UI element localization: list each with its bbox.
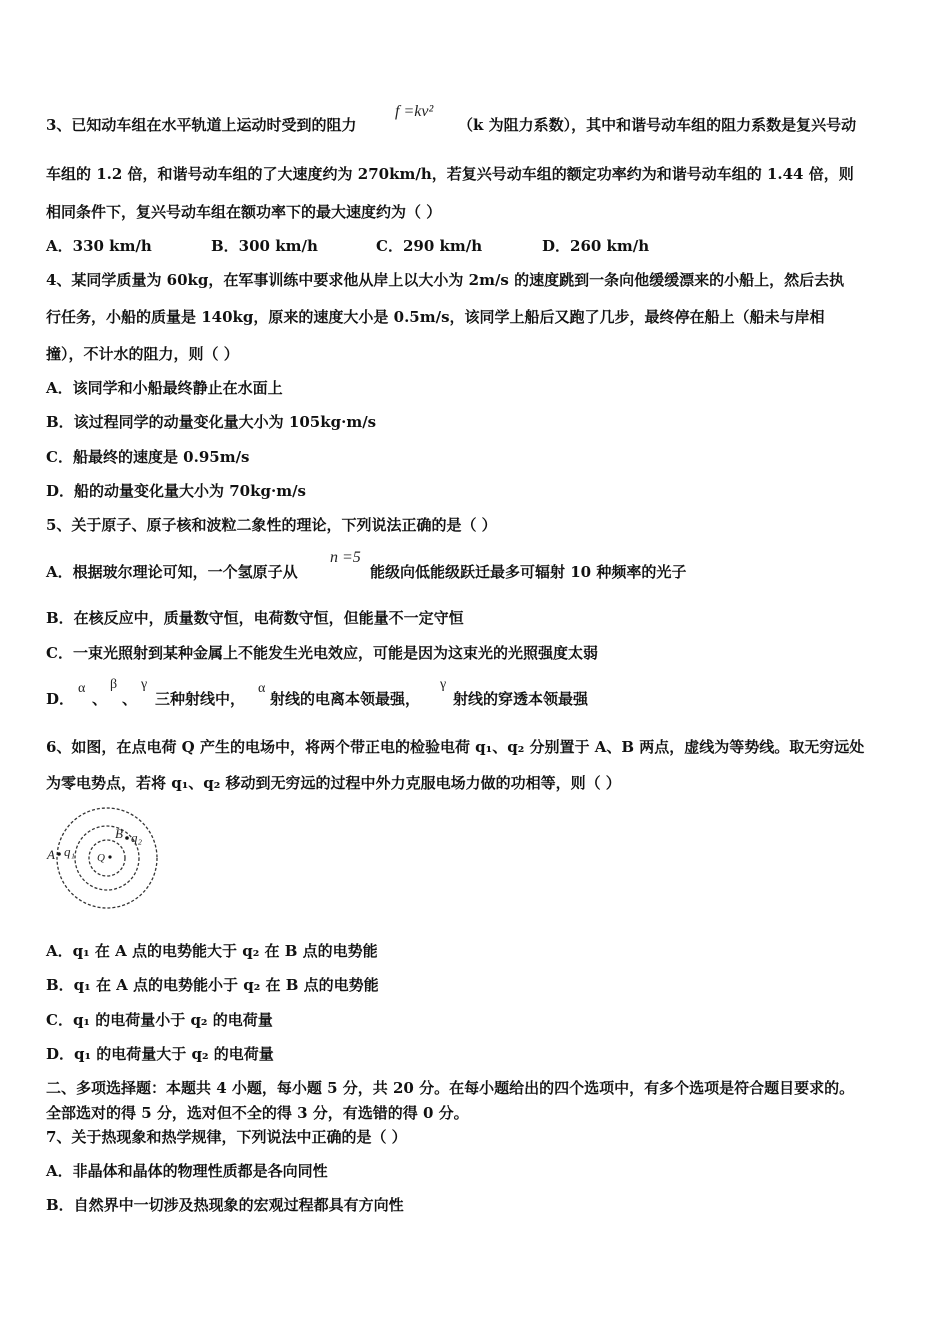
q3-option-b[interactable]: B．300 km/h (211, 237, 318, 255)
label-q2: q₂ (131, 830, 143, 845)
point-a (57, 852, 61, 856)
q5-formula: n =5 (330, 549, 361, 566)
beta-symbol: β (110, 677, 118, 692)
q5-option-d-end: 射线的穿透本领最强 (453, 690, 589, 708)
q5-option-a[interactable] (46, 562, 298, 582)
sep-2: 、 (122, 690, 138, 708)
q3-line1-text: 3、已知动车组在水平轨道上运动时受到的阻力 (46, 116, 357, 134)
q6-line2: 为零电势点，若将 q₁、q₂ 移动到无穷远的过程中外力克服电场力做的功相等，则（ ） (46, 774, 621, 792)
q3-option-d[interactable]: D．260 km/h (542, 237, 650, 255)
q6-option-d[interactable]: D．q₁ 的电荷量大于 q₂ 的电荷量 (46, 1045, 274, 1063)
equipotential-middle (75, 826, 139, 890)
label-q1: q₁ (64, 844, 76, 859)
q3-line2: 车组的 1.2 倍，和谐号动车组的了大速度约为 270km/h，若复兴号动车组的额定功率约为和谐号动车组的 1.44 倍，则 (46, 165, 854, 183)
q3-formula: f =kv² (395, 103, 434, 120)
q5-line1: 5、关于原子、原子核和波粒二象性的理论，下列说法正确的是（ ） (46, 516, 497, 534)
q5-option-a-pre: A．根据玻尔理论可知，一个氢原子从 (46, 563, 298, 581)
q4-line3: 撞），不计水的阻力，则（ ） (46, 345, 239, 363)
q7-line1: 7、关于热现象和热学规律，下列说法中正确的是（ ） (46, 1128, 407, 1146)
label-q: Q (97, 852, 105, 864)
q6-option-c[interactable]: C．q₁ 的电荷量小于 q₂ 的电荷量 (46, 1011, 273, 1029)
q7-option-a[interactable]: A．非晶体和晶体的物理性质都是各向同性 (46, 1162, 328, 1180)
q3-line1-tail (458, 115, 856, 135)
q3-option-a[interactable]: A．330 km/h (46, 237, 152, 255)
q4-option-d[interactable]: D．船的动量变化量大小为 70kg·m/s (46, 482, 307, 500)
q3-line1 (46, 115, 356, 135)
q3-line1-tail-text: （k 为阻力系数），其中和谐号动车组的阻力系数是复兴号动 (458, 116, 857, 134)
q4-line2: 行任务，小船的质量是 140kg，原来的速度大小是 0.5m/s，该同学上船后又跑了几步，最终停在船上（船未与岸相 (46, 308, 825, 326)
q6-option-a[interactable]: A．q₁ 在 A 点的电势能大于 q₂ 在 B 点的电势能 (46, 942, 378, 960)
q3-option-c[interactable]: C．290 km/h (376, 237, 483, 255)
equipotential-inner (89, 840, 125, 876)
gamma-symbol-2: γ (440, 677, 447, 692)
q4-line1: 4、某同学质量为 60kg，在军事训练中要求他从岸上以大小为 2m/s 的速度跳到一条向他缓缓漂来的小船上，然后去执 (46, 271, 845, 289)
gamma-symbol-1: γ (141, 677, 148, 692)
label-a: A (47, 847, 55, 862)
diagram-svg (44, 805, 184, 915)
q6-line1: 6、如图，在点电荷 Q 产生的电场中，将两个带正电的检验电荷 q₁、q₂ 分别置于 A、B 两点，虚线为等势线。取无穷远处 (46, 738, 865, 756)
q4-option-a[interactable]: A．该同学和小船最终静止在水面上 (46, 379, 283, 397)
q5-option-b[interactable]: B．在核反应中，质量数守恒，电荷数守恒，但能量不一定守恒 (46, 609, 464, 627)
section2-line1: 二、多项选择题：本题共 4 小题，每小题 5 分，共 20 分。在每小题给出的四个选项中，有多个选项是符合题目要求的。 (46, 1079, 855, 1097)
q3-line3: 相同条件下，复兴号动车组在额功率下的最大速度约为（ ） (46, 203, 442, 221)
label-b: B (115, 826, 123, 841)
q5-option-a-post: 能级向低能级跃迁最多可辐射 10 种频率的光子 (370, 563, 687, 581)
q5-option-c[interactable]: C．一束光照射到某种金属上不能发生光电效应，可能是因为这束光的光照强度太弱 (46, 644, 598, 662)
equipotential-diagram (44, 805, 184, 919)
q4-option-c[interactable]: C．船最终的速度是 0.95m/s (46, 448, 250, 466)
sep-1: 、 (92, 690, 108, 708)
q5-option-d-mid: 三种射线中， (155, 690, 246, 708)
alpha-symbol-2: α (258, 681, 266, 696)
charge-q-point (108, 855, 111, 858)
point-b (125, 836, 129, 840)
alpha-symbol-1: α (78, 681, 86, 696)
q5-option-d[interactable] (46, 689, 74, 709)
q7-option-b[interactable]: B．自然界中一切涉及热现象的宏观过程都具有方向性 (46, 1196, 404, 1214)
q6-option-b[interactable]: B．q₁ 在 A 点的电势能小于 q₂ 在 B 点的电势能 (46, 976, 379, 994)
q5-option-d-mid2: 射线的电离本领最强， (270, 690, 421, 708)
section2-line2: 全部选对的得 5 分，选对但不全的得 3 分，有选错的得 0 分。 (46, 1104, 469, 1122)
q5-option-d-pre: D． (46, 690, 75, 708)
q4-option-b[interactable]: B．该过程同学的动量变化量大小为 105kg·m/s (46, 413, 377, 431)
